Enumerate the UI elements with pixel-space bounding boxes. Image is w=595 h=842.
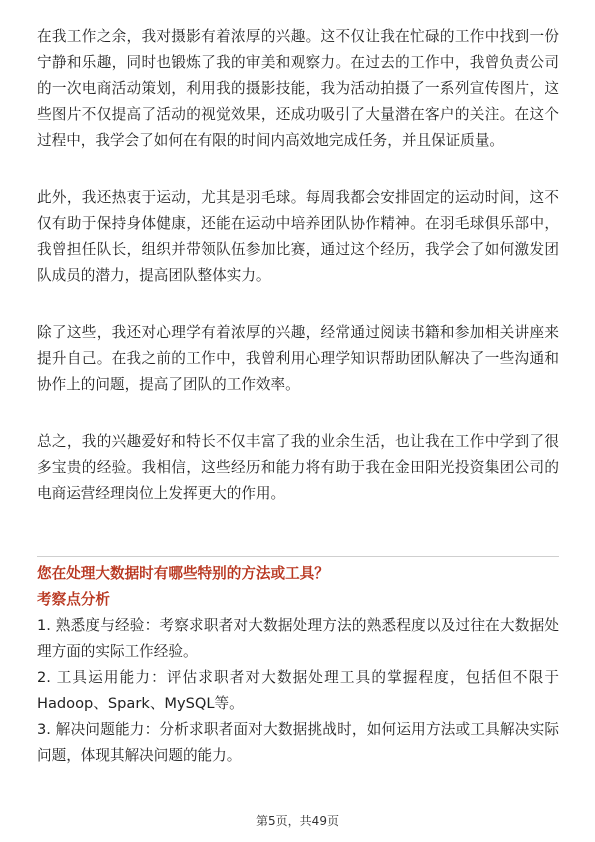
analysis-title: 考察点分析 [37, 591, 110, 608]
paragraph-psychology: 除了这些，我还对心理学有着浓厚的兴趣，经常通过阅读书籍和参加相关讲座来提升自己。在我之前的工作中，我曾利用心理学知识帮助团队解决了一些沟通和协作上的问题，提高了团队的工作效率。 [37, 324, 559, 393]
paragraph-photography: 在我工作之余，我对摄影有着浓厚的兴趣。这不仅让我在忙碌的工作中找到一份宁静和乐趣，同时也锻炼了我的审美和观察力。在过去的工作中，我曾负责公司的一次电商活动策划，利用我的摄影技能，我为活动拍摄了一系列宣传图片，这些图片不仅提高了活动的视觉效果，还成功吸引了大量潜在客户的关注。在这个过程中，我学会了如何在有限的时间内高效地完成任务，并且保证质量。 [37, 28, 559, 149]
section-divider [37, 556, 559, 557]
question-heading: 您在处理大数据时有哪些特别的方法或工具？ [37, 565, 329, 582]
analysis-item-problem-solving: 3. 解决问题能力：分析求职者面对大数据挑战时，如何运用方法或工具解决实际问题，体现其解决问题的能力。 [37, 721, 559, 764]
page-number: 第5页，共49页 [256, 814, 339, 828]
answer-body [37, 24, 559, 507]
question-block [37, 561, 559, 769]
paragraph-badminton: 此外，我还热衷于运动，尤其是羽毛球。每周我都会安排固定的运动时间，这不仅有助于保持身体健康，还能在运动中培养团队协作精神。在羽毛球俱乐部中，我曾担任队长，组织并带领队伍参加比赛，通过这个经历，我学会了如何激发团队成员的潜力，提高团队整体实力。 [37, 189, 559, 284]
analysis-item-familiarity: 1. 熟悉度与经验：考察求职者对大数据处理方法的熟悉程度以及过往在大数据处理方面的实际工作经验。 [37, 617, 559, 660]
paragraph-summary: 总之，我的兴趣爱好和特长不仅丰富了我的业余生活，也让我在工作中学到了很多宝贵的经验。我相信，这些经历和能力将有助于我在金田阳光投资集团公司的电商运营经理岗位上发挥更大的作用。 [37, 433, 559, 502]
analysis-item-tools: 2. 工具运用能力：评估求职者对大数据处理工具的掌握程度，包括但不限于Hadoop、Spark、MySQL等。 [37, 669, 559, 712]
